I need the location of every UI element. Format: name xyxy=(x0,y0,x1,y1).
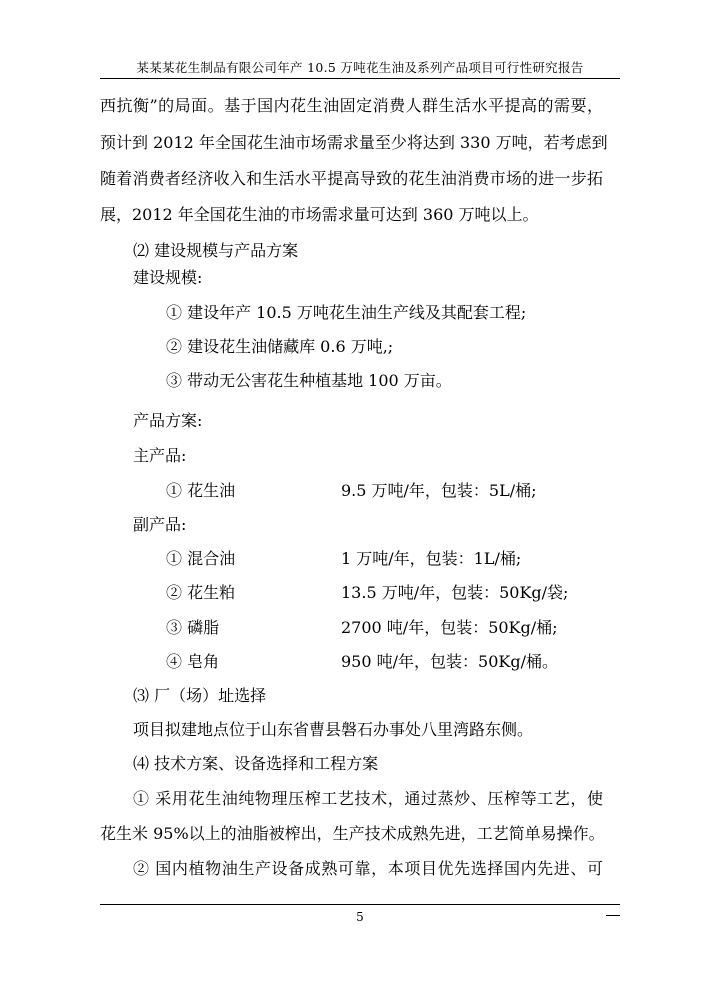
main-product-spec: 9.5 万吨/年，包装：5L/桶; xyxy=(341,481,537,500)
by-product-name-3: ③ 磷脂 xyxy=(166,618,220,637)
section4-line-1: ① 采用花生油纯物理压榨工艺技术，通过蒸炒、压榨等工艺，使 xyxy=(133,789,603,808)
by-product-label: 副产品: xyxy=(133,515,187,534)
by-product-name-2: ② 花生粕 xyxy=(166,583,236,602)
para1-line-1: 西抗衡”的局面。基于国内花生油固定消费人群生活水平提高的需要， xyxy=(100,96,603,115)
by-product-spec-4: 950 吨/年，包装：50Kg/桶。 xyxy=(341,652,558,671)
page-number: 5 xyxy=(356,910,364,924)
by-product-name-1: ① 混合油 xyxy=(166,549,236,568)
para1-line-4: 展，2012 年全国花生油的市场需求量可达到 360 万吨以上。 xyxy=(100,205,539,224)
by-product-spec-2: 13.5 万吨/年，包装：50Kg/袋; xyxy=(341,583,569,602)
section3-heading: ⑶ 厂（场）址选择 xyxy=(133,686,267,705)
main-product-name: ① 花生油 xyxy=(166,481,236,500)
scale-item-2: ② 建设花生油储藏库 0.6 万吨,; xyxy=(166,337,394,356)
section3-text: 项目拟建地点位于山东省曹县磐石办事处八里湾路东侧。 xyxy=(133,720,534,739)
para1-line-2: 预计到 2012 年全国花生油市场需求量至少将达到 330 万吨，若考虑到 xyxy=(100,133,608,152)
by-product-spec-1: 1 万吨/年，包装：1L/桶; xyxy=(341,549,522,568)
header-rule xyxy=(100,78,620,79)
scale-item-3: ③ 带动无公害花生种植基地 100 万亩。 xyxy=(166,371,452,390)
footer-dash-mark xyxy=(606,915,620,916)
section2-heading: ⑵ 建设规模与产品方案 xyxy=(133,241,299,260)
section4-line-2: 花生米 95%以上的油脂被榨出，生产技术成熟先进，工艺简单易操作。 xyxy=(100,824,605,843)
footer-rule xyxy=(100,904,620,905)
running-header: 某某某花生制品有限公司年产 10.5 万吨花生油及系列产品项目可行性研究报告 xyxy=(136,60,584,75)
scale-label: 建设规模: xyxy=(133,268,203,287)
by-product-name-4: ④ 皂角 xyxy=(166,652,220,671)
main-product-label: 主产品: xyxy=(133,446,187,465)
by-product-spec-3: 2700 吨/年，包装：50Kg/桶; xyxy=(341,618,558,637)
product-label: 产品方案: xyxy=(133,411,203,430)
section4-heading: ⑷ 技术方案、设备选择和工程方案 xyxy=(133,754,379,773)
para1-line-3: 随着消费者经济收入和生活水平提高导致的花生油消费市场的进一步拓 xyxy=(100,169,603,188)
section4-line-3: ② 国内植物油生产设备成熟可靠，本项目优先选择国内先进、可 xyxy=(133,859,603,878)
scale-item-1: ① 建设年产 10.5 万吨花生油生产线及其配套工程; xyxy=(166,303,527,322)
